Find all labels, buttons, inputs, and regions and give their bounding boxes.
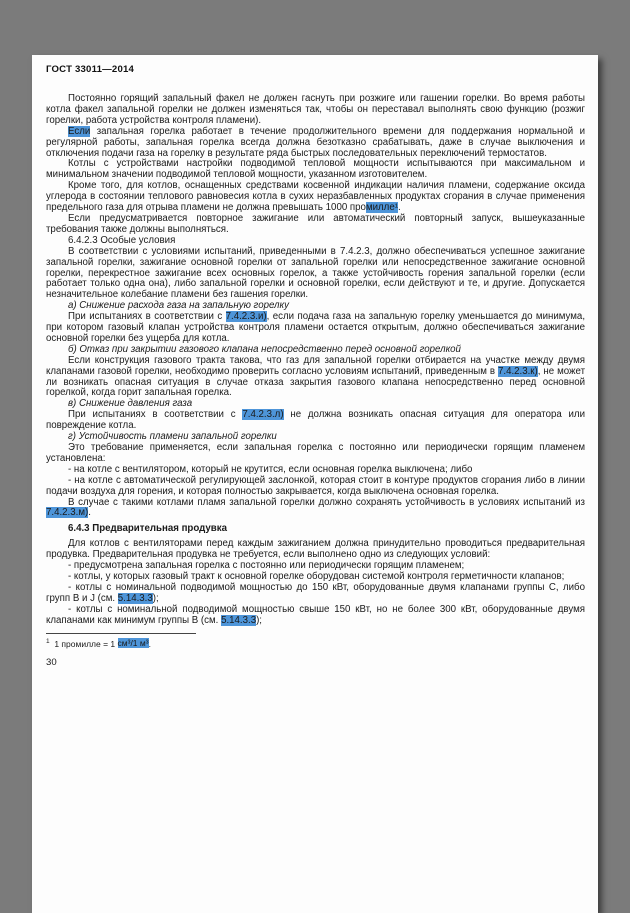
text-run: - котлы, у которых газовый тракт к основной горелке оборудован системой контроля герметичности клапанов; — [68, 570, 565, 582]
page-number: 30 — [46, 657, 57, 669]
text-run: В соответствии с условиями испытаний, приведенными в 7.4.2.3, должно обеспечиваться успешное зажигание запальной горелки, зажигание основной горелки от запальной горелки или непосредственное зажигание основной горелки, перекрестное зажигание всех основных горелок, а также устойчивость горения запальной горелки (если работает только одна она), либо запальной горелки и основной горелки, если действуют и те, и другие. Допускается незначительное колебание пламени без гашения горелки. — [46, 245, 585, 301]
text-run: Если предусматривается повторное зажигание или автоматический повторный запуск, вышеуказанные требования также должны выполняться. — [46, 212, 585, 235]
text-run: 1 промилле = 1 — [49, 638, 118, 649]
reference-link-highlight[interactable]: 7.4.2.3.л) — [242, 409, 284, 421]
paragraph — [46, 498, 585, 520]
text-run: Котлы с устройствами настройки подводимой тепловой мощности испытываются при максимальном и минимальном значении подводимой тепловой мощности, указанном изготовителем. — [46, 158, 585, 181]
footnote-marker: 1 — [46, 637, 50, 645]
text-run: ); — [152, 592, 159, 604]
text-run: ); — [256, 614, 262, 626]
text-run: , если подача газа на запальную горелку уменьшается до минимума, при котором газовый клапан устройства контроля пламени остается открытым, должно обеспечиваться зажигание основной горелки без ущерба для котла. — [46, 311, 586, 344]
paragraph — [46, 539, 585, 561]
section-heading — [46, 524, 585, 535]
text-run: - предусмотрена запальная горелка с постоянно или периодически горящим пламенем; — [68, 560, 465, 572]
text-run: в) Снижение давления газа — [68, 398, 193, 410]
text-run: не должна возникать опасная ситуация для оператора или повреждение котла. — [46, 409, 585, 432]
text-run: Если конструкция газового тракта такова, что газ для запальной горелки отбирается на участке между двумя клапанами газовой горелки, необходимо проверить согласно условиям испытаний, приведенным в — [46, 354, 585, 377]
text-run: . — [397, 202, 401, 214]
reference-link-highlight[interactable]: 7.4.2.3.м) — [46, 507, 89, 519]
text-run: - котлы с номинальной подводимой мощностью до 150 кВт, оборудованные двумя клапанами группы С, либо групп В и J (см. — [46, 581, 585, 604]
reference-link-highlight[interactable]: Если — [68, 125, 91, 137]
reference-link-highlight[interactable]: см³/1 м³ — [117, 638, 149, 649]
reference-link-highlight[interactable]: милле¹ — [365, 202, 398, 214]
paragraph — [46, 94, 585, 127]
reference-link-highlight[interactable]: 5.14.3.3 — [221, 614, 257, 626]
paragraph — [46, 605, 585, 627]
document-header-standard-number: ГОСТ 33011—2014 — [46, 64, 135, 75]
paragraph — [46, 159, 585, 181]
text-run: Это требование применяется, если запальная горелка с постоянно или периодически горящим пламенем установлена: — [46, 442, 585, 464]
text-run: - котлы с номинальной подводимой мощностью свыше 150 кВт, но не более 300 кВт, оборудованные двумя клапанами как минимум группы В (см. — [46, 603, 585, 626]
text-run: - на котле с автоматической регулирующей заслонкой, которая стоит в контуре продуктов сгорания либо в линии подачи воздуха для горения, и которая полностью закрывается, когда выключена основная горелка. — [46, 474, 585, 497]
text-run: Для котлов с вентиляторами перед каждым зажиганием должна принудительно проводиться предварительная продувка. Предварительная продувка не требуется, если выполнено одно из следующих условий: — [46, 538, 585, 561]
text-run: 6.4.3 Предварительная продувка — [68, 523, 227, 535]
text-run: В случае с такими котлами пламя запальной горелки должно сохранять устойчивость в условиях испытаний из — [68, 496, 585, 508]
paragraph — [46, 312, 585, 345]
footnote-text — [50, 638, 151, 648]
footnote-separator — [46, 633, 196, 634]
document-body — [46, 94, 585, 627]
document-page — [32, 55, 598, 913]
reference-link-highlight[interactable]: 7.4.2.3.к) — [497, 365, 538, 377]
text-run: При испытаниях в соответствии с — [68, 311, 226, 323]
reference-link-highlight[interactable]: 5.14.3.3 — [117, 592, 153, 604]
paragraph — [46, 476, 585, 498]
text-run: Постоянно горящий запальный факел не должен гаснуть при розжиге или гашении горелки. Во время работы котла факел запальной горелки не должен изменяться так, чтобы он переставал выполнять свою функцию (розжиг горелки, работа устройства контроля пламени). — [46, 93, 585, 126]
text-run: запальная горелка работает в течение продолжительного времени для поддержания нормальной и регулярной работы, запальная горелка всегда должна безотказно срабатывать, даже в случае выключения и отключения подачи газа на горелку в результате ряда быстрых последовательных переключений термостатов. — [46, 125, 585, 159]
paragraph — [46, 583, 585, 605]
footnote — [46, 637, 585, 649]
paragraph — [46, 410, 585, 432]
paragraph — [46, 443, 585, 465]
text-run: - на котле с вентилятором, который не крутится, если основная горелка выключена; либо — [68, 463, 473, 475]
paragraph — [46, 214, 585, 236]
text-run: 6.4.2.3 Особые условия — [68, 234, 176, 246]
text-run: При испытаниях в соответствии с — [68, 409, 243, 421]
text-run: б) Отказ при закрытии газового клапана непосредственно перед основной горелкой — [68, 343, 461, 355]
text-run: г) Устойчивость пламени запальной горелки — [68, 431, 277, 443]
text-run: а) Снижение расхода газа на запальную горелку — [68, 300, 289, 312]
text-run: , не может ли возникать опасная ситуация в случае отказа закрытия газового клапана непосредственно перед основной горелкой, когда горит запальная горелка. — [46, 365, 586, 399]
text-run: . — [148, 638, 151, 649]
reference-link-highlight[interactable]: 7.4.2.3.и) — [225, 311, 267, 323]
paragraph — [46, 127, 585, 160]
paragraph — [46, 247, 585, 302]
text-run: Кроме того, для котлов, оснащенных средствами косвенной индикации наличия пламени, содержание оксида углерода в состоянии теплового равновесия котла в сухих неразбавленных продуктах сгорания в случае применения предельного газа для отрыва пламени не должна превышать 1000 про — [46, 180, 585, 214]
text-run: . — [88, 507, 91, 519]
paragraph — [46, 356, 585, 400]
paragraph — [46, 181, 585, 214]
